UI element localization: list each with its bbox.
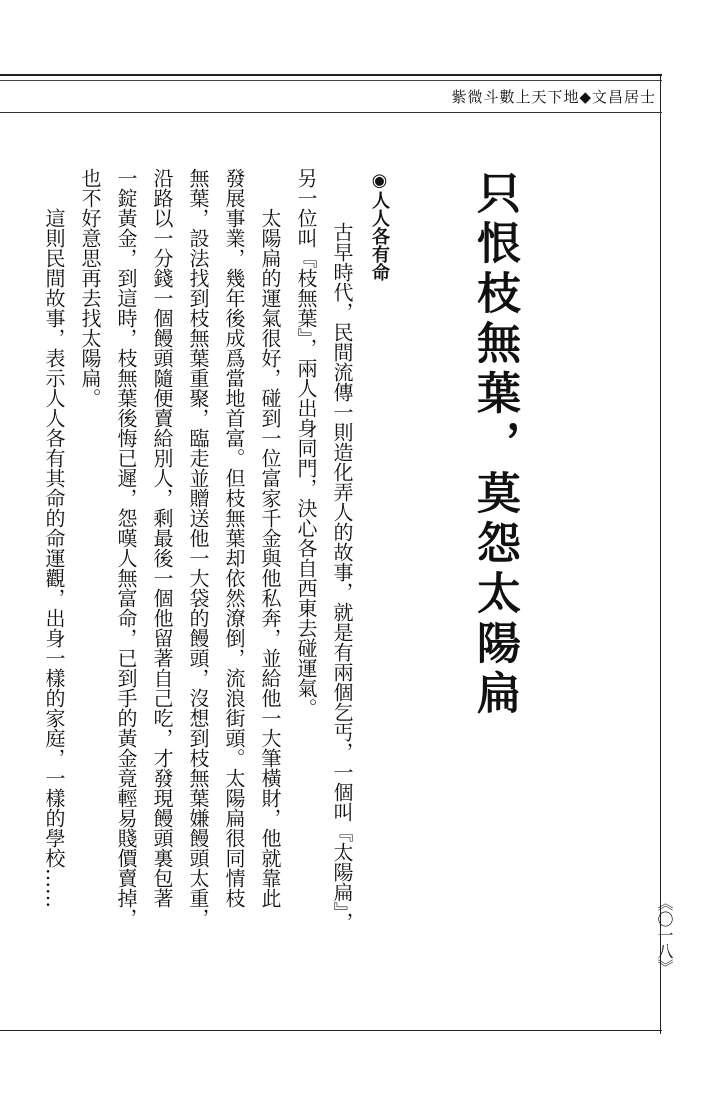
body-column-7: 一錠黃金，到這時，枝無葉後悔已遲，怨嘆人無富命，已到手的黃金竟輕易賤價賣掉， xyxy=(114,168,138,928)
section-heading: ◉人人各有命 xyxy=(369,170,390,281)
page-frame-bottom xyxy=(0,1030,662,1031)
header-rule xyxy=(0,112,662,113)
body-column-3: 太陽扁的運氣很好，碰到一位富家千金與他私奔，並給他一大筆橫財，他就靠此 xyxy=(258,208,282,908)
page-frame-top-inner xyxy=(0,80,662,81)
body-column-1: 古早時代，民間流傳一則造化弄人的故事，就是有兩個乞丐，一個叫『太陽扁』， xyxy=(330,222,354,932)
body-column-2: 另一位叫『枝無葉』，兩人出身同門，決心各自西東去碰運氣。 xyxy=(294,168,318,718)
page-number: 《〇一八》 xyxy=(655,895,674,975)
body-column-9: 這則民間故事，表示人人各有其命的命運觀，出身一樣的家庭，一樣的學校…… xyxy=(42,208,66,908)
body-column-6: 沿路以一分錢一個饅頭隨便賣給別人，剩最後一個他留著自己吃，才發現饅頭裏包著 xyxy=(150,168,174,908)
running-header: 紫微斗數上天下地◆文昌居士 xyxy=(451,88,656,106)
body-column-4: 發展事業，幾年後成爲當地首富。但枝無葉却依然潦倒，流浪街頭。太陽扁很同情枝 xyxy=(222,168,246,908)
body-column-5: 無葉，設法找到枝無葉重聚，臨走並贈送他一大袋的饅頭，沒想到枝無葉嫌饅頭太重， xyxy=(186,168,210,928)
article-title: 只恨枝無葉，莫怨太陽扁 xyxy=(469,170,520,720)
page-frame-top xyxy=(0,74,662,76)
body-column-8: 也不好意思再去找太陽扁。 xyxy=(78,168,102,408)
page-frame-right xyxy=(660,74,661,1034)
